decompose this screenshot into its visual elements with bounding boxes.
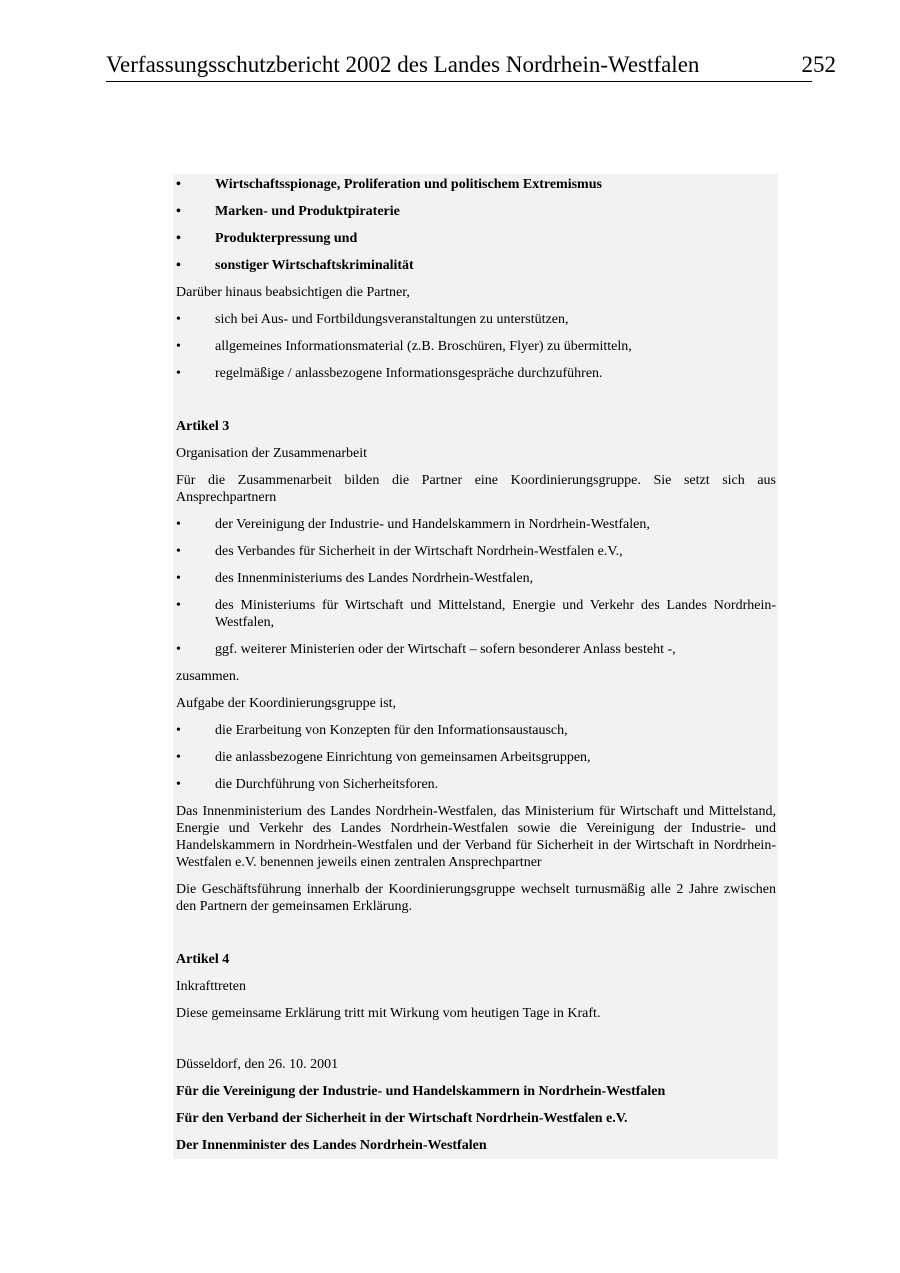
paragraph-partner-intro: Darüber hinaus beabsichtigen die Partner, [176, 285, 410, 300]
paragraph-contacts: Das Innenministerium des Landes Nordrhein-Westfalen, das Ministerium für Wirtschaft und Mittelstand, Energie und Verkehr des Landes Nordrhein-Westfalen sowie die Vereinigung der Industrie- und Handelskammern in Nordrhein-Westfalen und der Verband für Sicherheit in der Wirtschaft in Nordrhein-Westfalen e.V. benennen jeweils einen zentralen Ansprechpartner [176, 804, 776, 870]
header-rule [106, 81, 812, 82]
bullet-icon: • [176, 517, 181, 532]
list-item: • allgemeines Informationsmaterial (z.B. Broschüren, Flyer) zu übermitteln, [176, 339, 632, 354]
bullet-list-tasks [176, 722, 776, 793]
list-item: • die Durchführung von Sicherheitsforen. [176, 777, 439, 792]
document-body [176, 176, 776, 1164]
signature-line: Der Innenminister des Landes Nordrhein-Westfalen [176, 1138, 487, 1153]
artikel-4-subtitle: Inkrafttreten [176, 979, 246, 994]
list-item: • ggf. weiterer Ministerien oder der Wirtschaft – sofern besonderer Anlass besteht -, [176, 642, 676, 657]
bullet-icon: • [176, 339, 181, 354]
list-item: • Marken- und Produktpiraterie [176, 204, 400, 219]
list-item: • sich bei Aus- und Fortbildungsveranstaltungen zu unterstützen, [176, 312, 569, 327]
spacer [176, 392, 776, 418]
bullet-icon: • [176, 544, 181, 559]
bullet-icon: • [176, 571, 181, 586]
spacer [176, 925, 776, 951]
header-title: Verfassungsschutzbericht 2002 des Landes Nordrhein-Westfalen [106, 52, 700, 77]
artikel-3-subtitle: Organisation der Zusammenarbeit [176, 446, 368, 461]
signature-line: Für die Vereinigung der Industrie- und Handelskammern in Nordrhein-Westfalen [176, 1084, 666, 1099]
artikel-3-intro: Für die Zusammenarbeit bilden die Partner eine Koordinierungsgruppe. Sie setzt sich aus Ansprechpartnern [176, 473, 776, 505]
bullet-icon: • [176, 750, 181, 765]
page-header [106, 52, 836, 82]
bullet-list-crime-types [176, 176, 776, 274]
bullet-icon: • [176, 312, 181, 327]
list-item: • des Innenministeriums des Landes Nordrhein-Westfalen, [176, 571, 534, 586]
list-item: • des Ministeriums für Wirtschaft und Mittelstand, Energie und Verkehr des Landes Nordrhein-Westfalen, [176, 598, 776, 630]
paragraph-task-intro: Aufgabe der Koordinierungsgruppe ist, [176, 696, 397, 711]
spacer [176, 1032, 776, 1056]
bullet-icon: • [176, 231, 181, 246]
place-date: Düsseldorf, den 26. 10. 2001 [176, 1057, 339, 1072]
artikel-3-heading: Artikel 3 [176, 419, 230, 434]
bullet-icon: • [176, 204, 181, 219]
paragraph-zusammen: zusammen. [176, 669, 240, 684]
list-item: • Wirtschaftsspionage, Proliferation und politischem Extremismus [176, 177, 602, 192]
bullet-icon: • [176, 777, 181, 792]
list-item: • die anlassbezogene Einrichtung von gemeinsamen Arbeitsgruppen, [176, 750, 591, 765]
list-item: • regelmäßige / anlassbezogene Informationsgespräche durchzuführen. [176, 366, 603, 381]
list-item: • der Vereinigung der Industrie- und Handelskammern in Nordrhein-Westfalen, [176, 517, 650, 532]
bullet-list-members [176, 516, 776, 658]
bullet-icon: • [176, 598, 181, 613]
bullet-icon: • [176, 366, 181, 381]
list-item: • des Verbandes für Sicherheit in der Wirtschaft Nordrhein-Westfalen e.V., [176, 544, 623, 559]
bullet-icon: • [176, 723, 181, 738]
signature-line: Für den Verband der Sicherheit in der Wirtschaft Nordrhein-Westfalen e.V. [176, 1111, 628, 1126]
bullet-list-partner-intentions [176, 311, 776, 382]
list-item: • die Erarbeitung von Konzepten für den Informationsaustausch, [176, 723, 568, 738]
paragraph-rotation: Die Geschäftsführung innerhalb der Koordinierungsgruppe wechselt turnusmäßig alle 2 Jahre zwischen den Partnern der gemeinsamen Erklärung. [176, 882, 776, 914]
list-item: • Produkterpressung und [176, 231, 358, 246]
list-item: • sonstiger Wirtschaftskriminalität [176, 258, 414, 273]
artikel-4-heading: Artikel 4 [176, 952, 230, 967]
page-number: 252 [801, 52, 836, 77]
bullet-icon: • [176, 177, 181, 192]
artikel-4-text: Diese gemeinsame Erklärung tritt mit Wirkung vom heutigen Tage in Kraft. [176, 1006, 601, 1021]
bullet-icon: • [176, 258, 181, 273]
bullet-icon: • [176, 642, 181, 657]
